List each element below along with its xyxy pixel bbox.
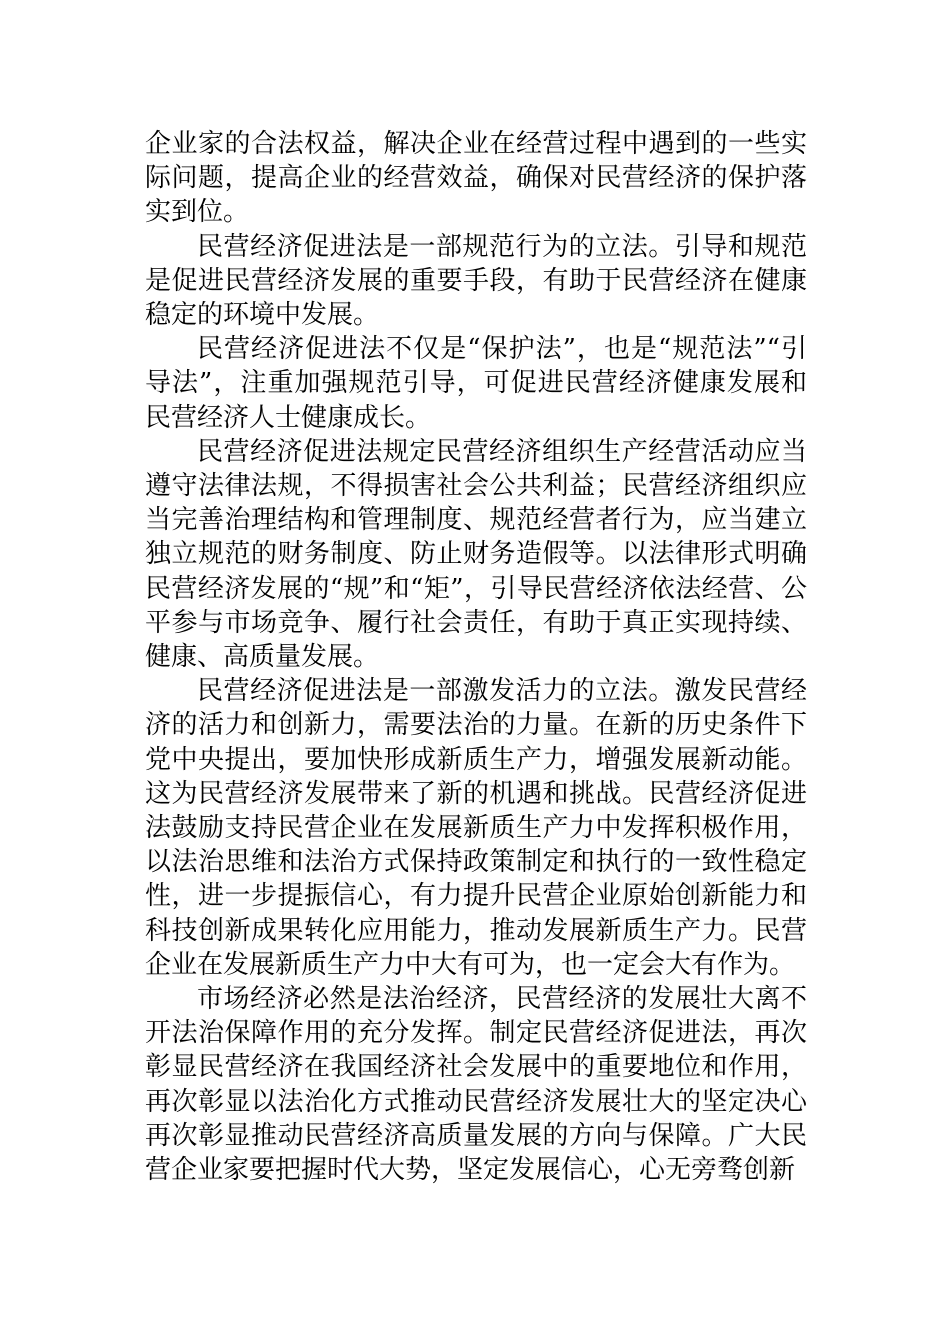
paragraph-4: 民营经济促进法规定民营经济组织生产经营活动应当遵守法律法规，不得损害社会公共利益；民营经济组织应当完善治理结构和管理制度、规范经营者行为，应当建立独立规范的财务制度、防止财务造假等。以法律形式明确民营经济发展的“规”和“矩”，引导民营经济依法经营、公平参与市场竞争、履行社会责任，有助于真正实现持续、健康、高质量发展。 xyxy=(145,436,807,673)
paragraph-6: 市场经济必然是法治经济，民营经济的发展壮大离不开法治保障作用的充分发挥。制定民营经济促进法，再次彰显民营经济在我国经济社会发展中的重要地位和作用，再次彰显以法治化方式推动民营经济发展壮大的坚定决心再次彰显推动民营经济高质量发展的方向与保障。广大民营企业家要把握时代大势，坚定发展信心，心无旁骛创新 xyxy=(145,984,807,1186)
document-page xyxy=(145,127,807,1187)
paragraph-1: 企业家的合法权益，解决企业在经营过程中遇到的一些实际问题，提高企业的经营效益，确保对民营经济的保护落实到位。 xyxy=(145,129,807,228)
paragraph-3: 民营经济促进法不仅是“保护法”，也是“规范法”“引导法”，注重加强规范引导，可促进民营经济健康发展和民营经济人士健康成长。 xyxy=(145,334,807,433)
paragraph-2: 民营经济促进法是一部规范行为的立法。引导和规范是促进民营经济发展的重要手段，有助于民营经济在健康稳定的环境中发展。 xyxy=(145,231,807,331)
paragraph-5: 民营经济促进法是一部激发活力的立法。激发民营经济的活力和创新力，需要法治的力量。在新的历史条件下党中央提出，要加快形成新质生产力，增强发展新动能。这为民营经济发展带来了新的机遇和挑战。民营经济促进法鼓励支持民营企业在发展新质生产力中发挥积极作用，以法治思维和法治方式保持政策制定和执行的一致性稳定性，进一步提振信心，有力提升民营企业原始创新能力和科技创新成果转化应用能力，推动发展新质生产力。民营企业在发展新质生产力中大有可为，也一定会大有作为。 xyxy=(145,676,807,980)
